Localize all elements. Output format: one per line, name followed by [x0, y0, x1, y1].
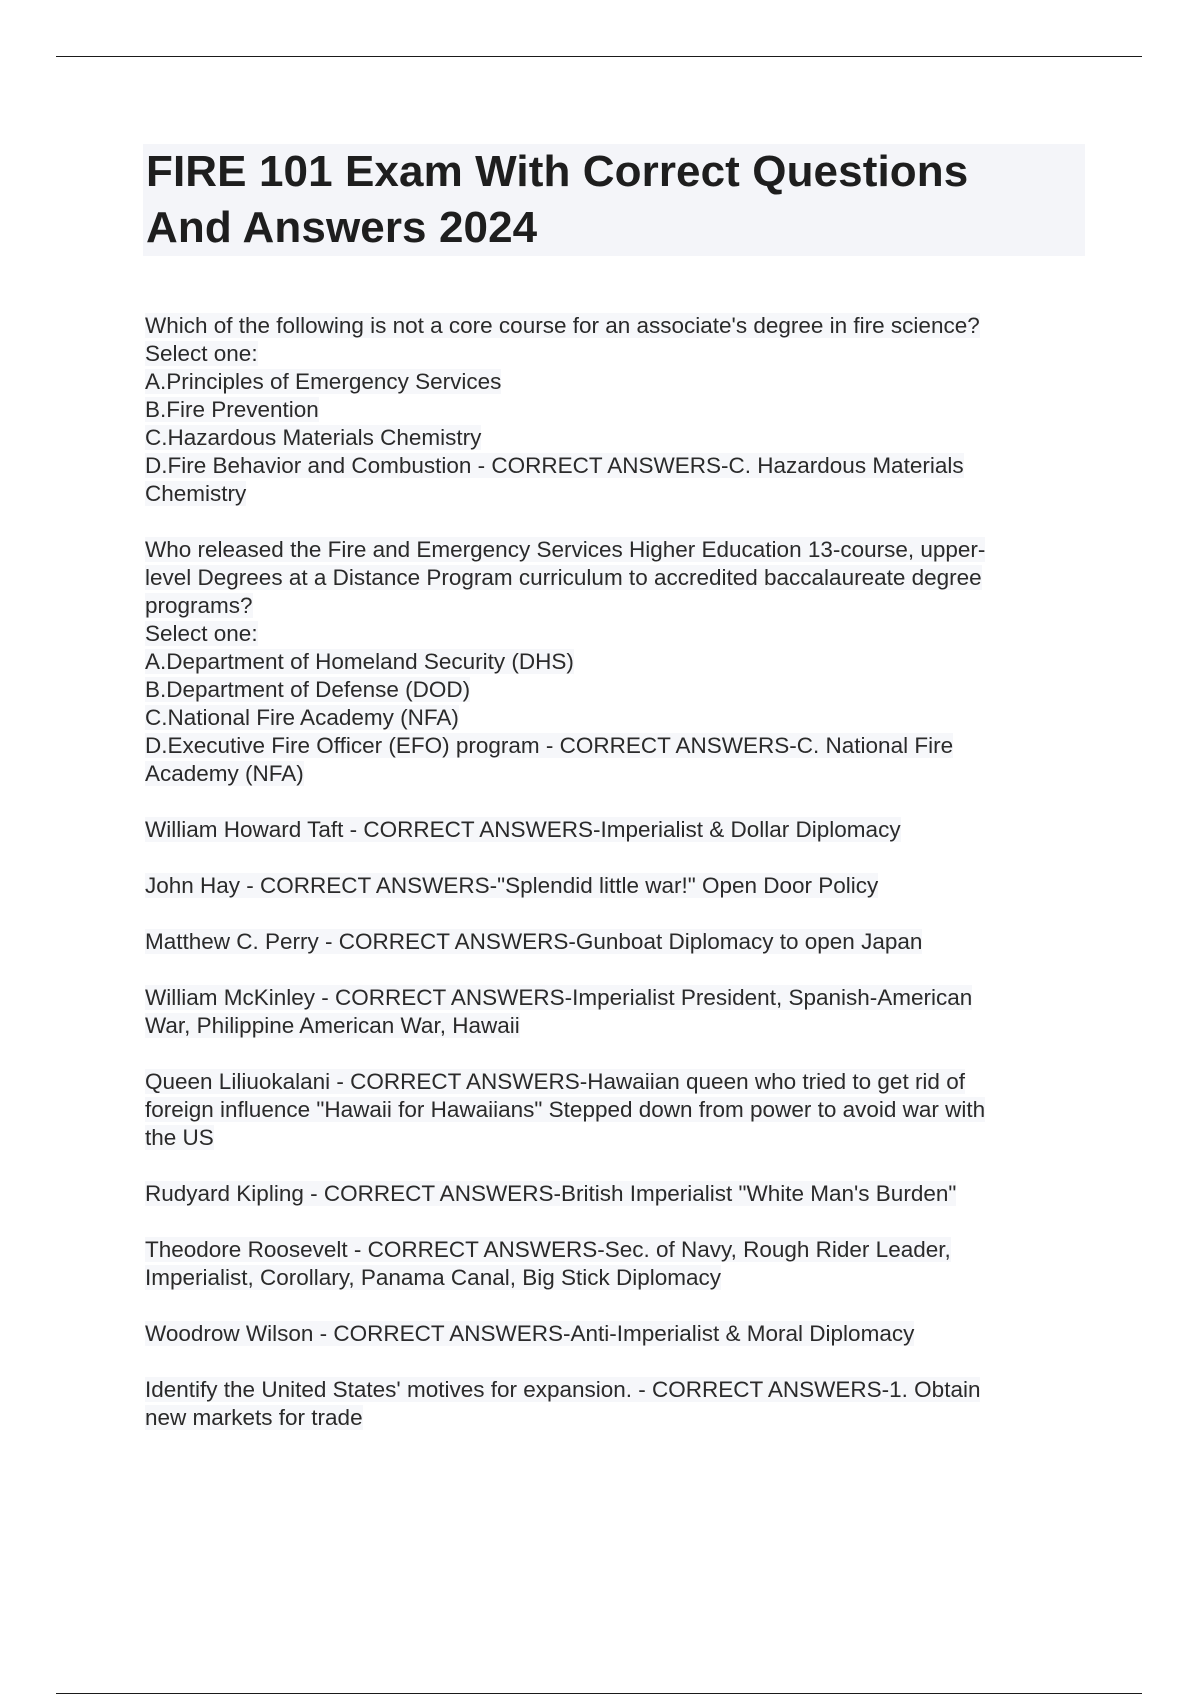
qa-entry-text: A.Department of Homeland Security (DHS): [145, 649, 574, 674]
qa-entry-line: [145, 424, 1065, 452]
qa-entry-text: foreign influence "Hawaii for Hawaiians" Stepped down from power to avoid war with: [145, 1097, 986, 1122]
qa-entry-text: War, Philippine American War, Hawaii: [145, 1013, 520, 1038]
qa-entry-text: William McKinley - CORRECT ANSWERS-Imperialist President, Spanish-American: [145, 985, 973, 1010]
qa-entry-text: Which of the following is not a core course for an associate's degree in fire science?: [145, 313, 980, 338]
qa-entry: [145, 872, 1065, 900]
qa-entry-text: programs?: [145, 593, 253, 618]
qa-entry-text: D.Executive Fire Officer (EFO) program - CORRECT ANSWERS-C. National Fire: [145, 733, 954, 758]
qa-entry-line: [145, 1180, 1065, 1208]
qa-entry-text: C.National Fire Academy (NFA): [145, 705, 459, 730]
qa-entry-line: [145, 592, 1065, 620]
qa-entry-line: [145, 1320, 1065, 1348]
qa-entry-line: [145, 1124, 1065, 1152]
bottom-rule: [56, 1693, 1142, 1694]
qa-entry-line: [145, 928, 1065, 956]
qa-entry-line: [145, 368, 1065, 396]
qa-entry: [145, 1376, 1065, 1432]
qa-entry-text: new markets for trade: [145, 1405, 363, 1430]
qa-entry-line: [145, 676, 1065, 704]
qa-entry-line: [145, 564, 1065, 592]
qa-entry: [145, 536, 1065, 788]
page-title-line-2: And Answers 2024: [146, 203, 538, 252]
qa-entry-text: level Degrees at a Distance Program curriculum to accredited baccalaureate degree: [145, 565, 982, 590]
qa-entry-text: Matthew C. Perry - CORRECT ANSWERS-Gunboat Diplomacy to open Japan: [145, 929, 923, 954]
qa-entry-text: the US: [145, 1125, 214, 1150]
qa-entry: [145, 1068, 1065, 1152]
qa-entry-text: Imperialist, Corollary, Panama Canal, Big Stick Diplomacy: [145, 1265, 722, 1290]
qa-entry-line: [145, 452, 1065, 480]
qa-entry: [145, 984, 1065, 1040]
qa-entry-line: [145, 536, 1065, 564]
qa-entry-text: C.Hazardous Materials Chemistry: [145, 425, 482, 450]
qa-entry-line: [145, 760, 1065, 788]
qa-entry-text: William Howard Taft - CORRECT ANSWERS-Imperialist & Dollar Diplomacy: [145, 817, 901, 842]
qa-entry-line: [145, 1264, 1065, 1292]
qa-entry-text: D.Fire Behavior and Combustion - CORRECT ANSWERS-C. Hazardous Materials: [145, 453, 964, 478]
qa-entry-line: [145, 1404, 1065, 1432]
qa-entry-text: Chemistry: [145, 481, 247, 506]
qa-entry-line: [145, 1012, 1065, 1040]
qa-entry-text: B.Fire Prevention: [145, 397, 319, 422]
qa-entry-text: Academy (NFA): [145, 761, 304, 786]
qa-entry-line: [145, 872, 1065, 900]
qa-entry: [145, 816, 1065, 844]
page-title-line-1: FIRE 101 Exam With Correct Questions: [146, 147, 969, 196]
qa-entry-line: [145, 620, 1065, 648]
qa-entry-text: Identify the United States' motives for expansion. - CORRECT ANSWERS-1. Obtain: [145, 1377, 981, 1402]
qa-entry-line: [145, 816, 1065, 844]
qa-entry-text: Select one:: [145, 341, 258, 366]
qa-entry-text: B.Department of Defense (DOD): [145, 677, 471, 702]
qa-entry-line: [145, 340, 1065, 368]
qa-entry-line: [145, 1376, 1065, 1404]
qa-entry-text: Theodore Roosevelt - CORRECT ANSWERS-Sec. of Navy, Rough Rider Leader,: [145, 1237, 951, 1262]
top-rule: [56, 56, 1142, 57]
qa-entry: [145, 312, 1065, 508]
qa-entry: [145, 928, 1065, 956]
qa-entry-line: [145, 1236, 1065, 1264]
qa-entry-line: [145, 732, 1065, 760]
qa-content: [145, 312, 1065, 1460]
qa-entry-text: Who released the Fire and Emergency Services Higher Education 13-course, upper-: [145, 537, 986, 562]
qa-entry-text: John Hay - CORRECT ANSWERS-"Splendid little war!" Open Door Policy: [145, 873, 879, 898]
qa-entry: [145, 1236, 1065, 1292]
qa-entry-line: [145, 1068, 1065, 1096]
qa-entry-line: [145, 396, 1065, 424]
qa-entry: [145, 1180, 1065, 1208]
qa-entry-text: Queen Liliuokalani - CORRECT ANSWERS-Hawaiian queen who tried to get rid of: [145, 1069, 965, 1094]
qa-entry-line: [145, 984, 1065, 1012]
qa-entry-text: Rudyard Kipling - CORRECT ANSWERS-British Imperialist "White Man's Burden": [145, 1181, 957, 1206]
qa-entry-text: A.Principles of Emergency Services: [145, 369, 502, 394]
title-block: [143, 144, 1085, 256]
qa-entry-text: Select one:: [145, 621, 258, 646]
qa-entry-line: [145, 648, 1065, 676]
page-title: [143, 144, 1085, 256]
qa-entry-line: [145, 704, 1065, 732]
qa-entry-text: Woodrow Wilson - CORRECT ANSWERS-Anti-Imperialist & Moral Diplomacy: [145, 1321, 915, 1346]
qa-entry-line: [145, 312, 1065, 340]
qa-entry-line: [145, 480, 1065, 508]
qa-entry-line: [145, 1096, 1065, 1124]
qa-entry: [145, 1320, 1065, 1348]
